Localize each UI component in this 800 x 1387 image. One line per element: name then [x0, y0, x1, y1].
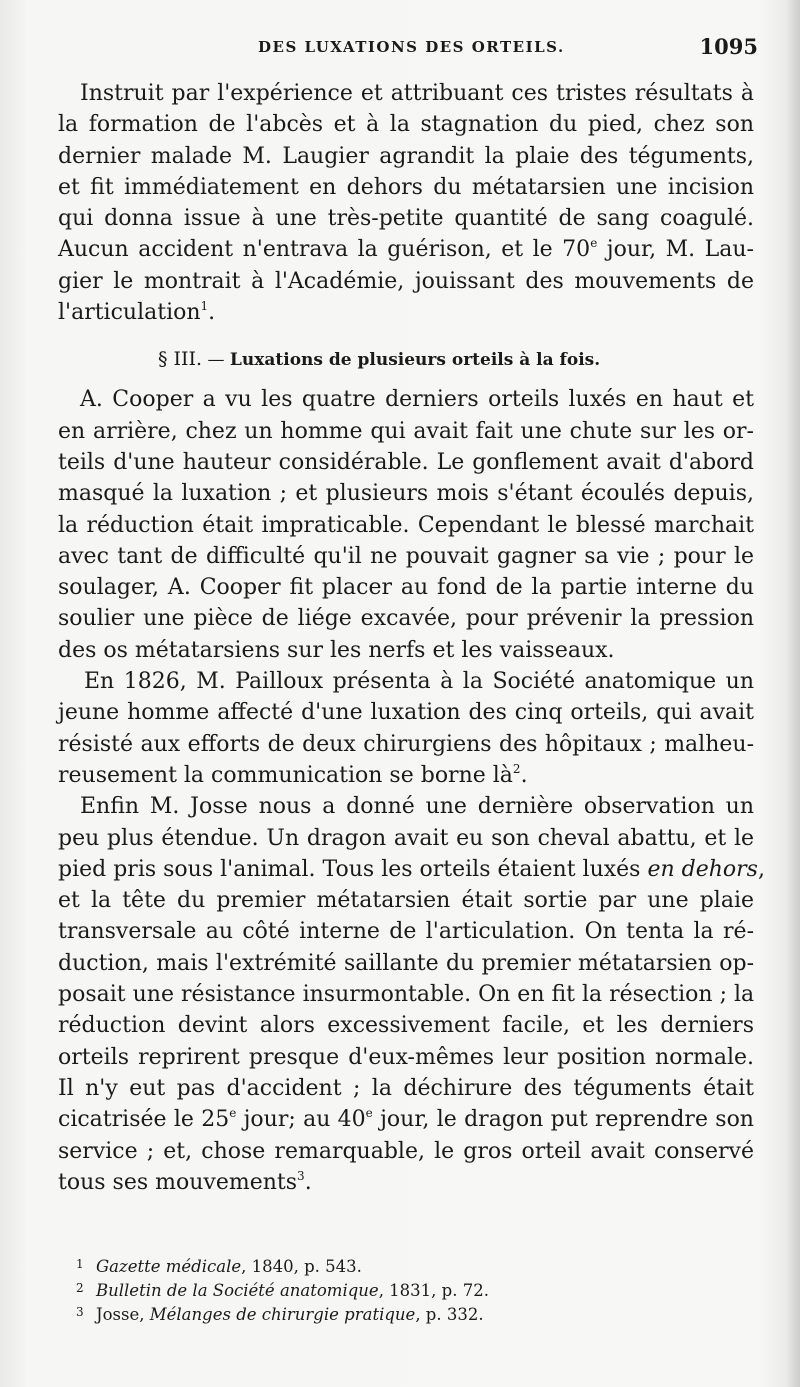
text-line: peu plus étendue. Un dragon avait eu son cheval abattu, et le — [58, 825, 754, 851]
text-line: Instruit par l'expérience et attribuant ces tristes résultats à — [80, 81, 754, 106]
text-line: En 1826, M. Pailloux présenta à la Société anatomique un — [84, 669, 754, 695]
text-line — [58, 1104, 754, 1135]
superscript: e — [590, 236, 598, 251]
paragraph-2 — [58, 384, 754, 666]
footnote-author: Josse, — [96, 1305, 150, 1324]
text-run: . — [304, 1169, 312, 1195]
paragraph-3 — [58, 666, 754, 791]
footnote — [76, 1276, 716, 1300]
text-line — [58, 760, 754, 791]
text-line: soulager, A. Cooper fit placer au fond de la partie interne du — [58, 575, 754, 601]
footnote-number: 1 — [76, 1257, 84, 1271]
footnotes — [76, 1252, 716, 1324]
footnote-source: Gazette médicale — [96, 1257, 242, 1276]
text-run: pied pris sous l'animal. Tous les orteils étaient luxés — [58, 856, 648, 882]
footnote-number: 3 — [76, 1305, 84, 1319]
text-line: gier le montrait à l'Académie, jouissant des mouvements de — [58, 268, 754, 294]
text-line: et la tête du premier métatarsien était sortie par une plaie — [58, 888, 754, 914]
text-line — [58, 854, 765, 885]
text-line: duction, mais l'extrémité saillante du premier métatarsien op- — [58, 950, 754, 976]
text-line: dernier malade M. Laugier agrandit la plaie des téguments, — [58, 143, 754, 169]
page-edge-shadow — [786, 0, 800, 1387]
text-line: avec tant de difficulté qu'il ne pouvait gagner sa vie ; pour le — [58, 543, 754, 569]
section-title: Luxations de plusieurs orteils à la fois. — [229, 350, 601, 371]
footnote-citation: , p. 332. — [415, 1305, 484, 1324]
text-line — [58, 297, 754, 328]
text-line: des os métatarsiens sur les nerfs et les vaisseaux. — [58, 637, 615, 663]
text-line: Enfin M. Josse nous a donné une dernière observation un — [80, 794, 754, 820]
text-line: posait une résistance insurmontable. On en fit la résection ; la — [58, 982, 755, 1008]
italic-text: en dehors — [647, 856, 758, 882]
footnote — [76, 1300, 716, 1324]
text-line: jeune homme affecté d'une luxation des cinq orteils, qui avait — [58, 700, 754, 726]
superscript: e — [229, 1106, 237, 1121]
text-line — [58, 234, 754, 265]
text-run: tous ses mouvements — [58, 1169, 298, 1195]
text-line: résisté aux efforts de deux chirurgiens des hôpitaux ; malheu- — [58, 731, 754, 757]
text-line: service ; et, chose remarquable, le gros orteil avait conservé — [58, 1138, 754, 1164]
text-run: jour; au 40 — [236, 1107, 366, 1133]
text-run: jour, le dragon put reprendre son — [372, 1107, 754, 1133]
text-line: Il n'y eut pas d'accident ; la déchirure des téguments était — [58, 1075, 754, 1101]
footnote — [76, 1252, 716, 1276]
footnote-ref[interactable]: 1 — [200, 299, 209, 314]
text-line: en arrière, chez un homme qui avait fait une chute sur les or- — [58, 418, 754, 444]
section-dash: — — [202, 350, 230, 371]
text-run: . — [520, 762, 528, 788]
text-line: la réduction était impraticable. Cependant le blessé marchait — [58, 512, 754, 538]
text-run: l'articulation — [58, 300, 201, 326]
footnote-number: 2 — [76, 1281, 84, 1295]
text-line: transversale au côté interne de l'articulation. On tenta la ré- — [58, 919, 754, 945]
footnote-citation: , 1840, p. 543. — [241, 1257, 362, 1276]
text-line: qui donna issue à une très-petite quantité de sang coagulé. — [58, 206, 754, 232]
text-line: masqué la luxation ; et plusieurs mois s'étant écoulés depuis, — [58, 481, 754, 507]
paragraph-1 — [58, 78, 754, 328]
section-heading — [58, 328, 754, 384]
footnote-source: Mélanges de chirurgie pratique — [149, 1305, 416, 1324]
text-run: jour, M. Lau- — [597, 237, 754, 263]
paragraph-4 — [58, 791, 765, 1198]
footnote-ref[interactable]: 2 — [512, 761, 521, 776]
text-line: A. Cooper a vu les quatre derniers orteils luxés en haut et — [80, 387, 754, 413]
text-line: réduction devint alors excessivement facile, et les derniers — [58, 1013, 754, 1039]
section-number: § III. — [158, 348, 203, 371]
text-run: . — [208, 300, 216, 326]
text-line: teils d'une hauteur considérable. Le gonflement avait d'abord — [58, 449, 754, 475]
superscript: e — [365, 1106, 373, 1121]
text-run: reusement la communication se borne là — [58, 762, 513, 788]
text-line: soulier une pièce de liége excavée, pour prévenir la pression — [58, 606, 754, 632]
text-line: la formation de l'abcès et à la stagnation du pied, chez son — [58, 112, 754, 138]
text-line — [58, 1167, 754, 1198]
text-run: , — [757, 856, 765, 882]
body-text — [58, 78, 765, 1198]
text-run: Aucun accident n'entrava la guérison, et le 70 — [58, 237, 591, 263]
text-line: orteils reprirent presque d'eux-mêmes leur position normale. — [58, 1044, 754, 1070]
text-run: cicatrisée le 25 — [58, 1107, 230, 1133]
footnote-ref[interactable]: 3 — [297, 1168, 305, 1183]
footnote-citation: , 1831, p. 72. — [378, 1281, 489, 1300]
page-number: 1095 — [699, 34, 758, 59]
running-title: DES LUXATIONS DES ORTEILS. — [258, 38, 565, 56]
text-line: et fit immédiatement en dehors du métatarsien une incision — [58, 174, 754, 200]
footnote-source: Bulletin de la Société anatomique — [96, 1281, 379, 1300]
page-header — [58, 34, 758, 62]
